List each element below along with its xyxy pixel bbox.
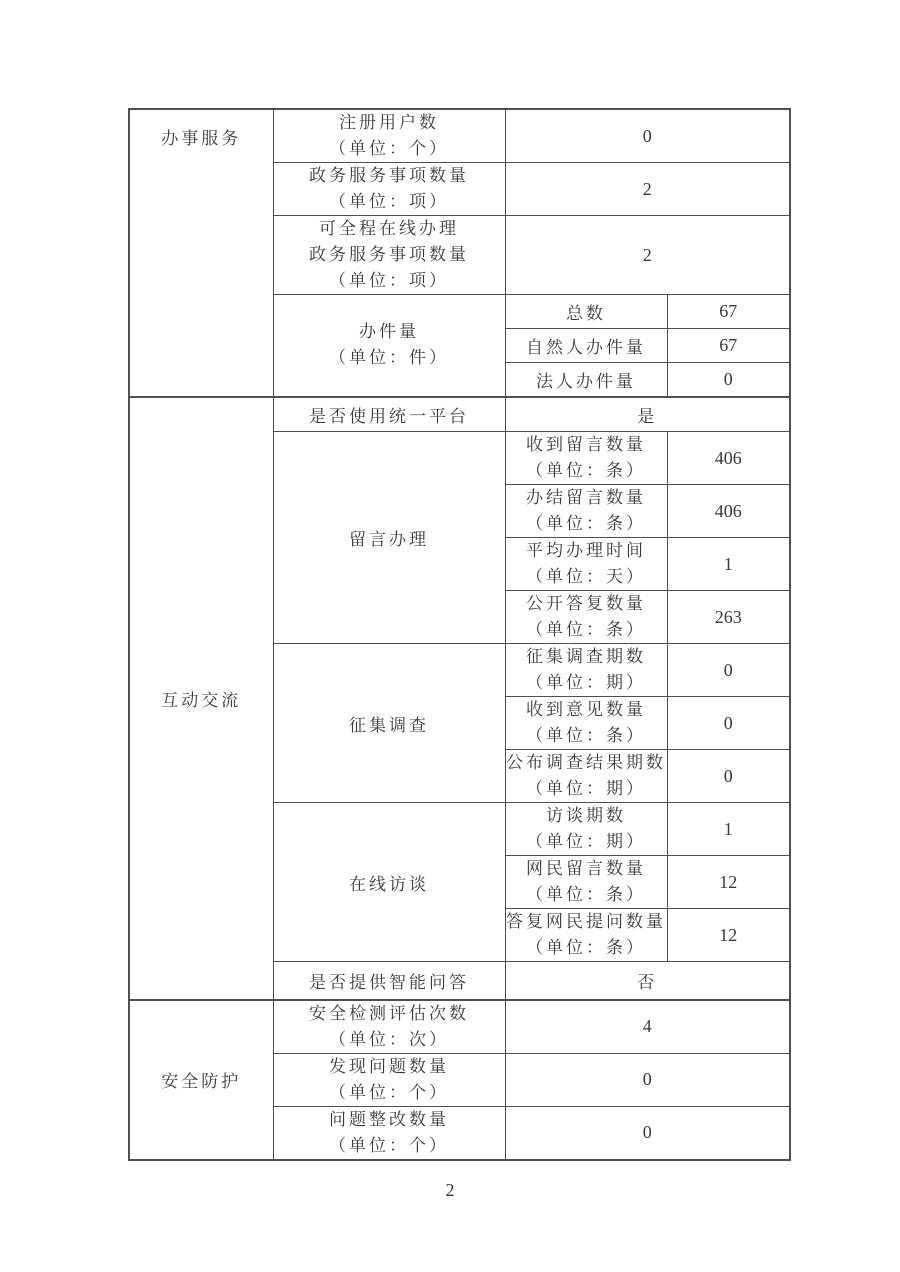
submetric-unit: （单位：期） (526, 779, 646, 798)
group-label-security: 安全防护 (161, 1072, 242, 1091)
metric-label: 留言办理 (349, 530, 429, 549)
metric-label: 安全检测评估次数 (309, 1003, 469, 1023)
submetric-cell-survey-results (505, 750, 667, 803)
submetric-value: 0 (723, 765, 733, 786)
submetric-value: 67 (719, 335, 738, 355)
group-label-service: 办事服务 (161, 129, 242, 148)
submetric-value: 12 (719, 924, 738, 945)
value-cell-natural-person (667, 329, 790, 363)
submetric-label: 自然人办件量 (526, 338, 646, 357)
submetric-cell-legal-person (505, 363, 667, 397)
submetric-label: 办结留言数量 (526, 488, 646, 507)
metric-label: 政务服务事项数量 (309, 166, 469, 185)
metric-cell-case-volume (273, 295, 505, 397)
value-cell-survey-periods (667, 644, 790, 697)
metric-value: 0 (642, 125, 652, 146)
metric-unit: （单位：件） (329, 348, 449, 368)
value-cell-problems-fixed (505, 1106, 790, 1160)
metric-cell-unified-platform (273, 397, 505, 432)
submetric-cell-public-replies (505, 591, 667, 644)
value-cell-security-checks (505, 1000, 790, 1054)
metric-unit: （单位：项） (329, 192, 449, 211)
value-cell-public-replies (667, 591, 790, 644)
submetric-value: 406 (714, 500, 742, 521)
submetric-value: 12 (719, 871, 738, 892)
submetric-cell-total (505, 295, 667, 329)
metric-label: 问题整改数量 (329, 1109, 449, 1129)
metric-value: 0 (642, 1122, 652, 1142)
value-cell-registered-users (505, 109, 790, 163)
submetric-cell-avg-handle-time (505, 538, 667, 591)
submetric-unit: （单位：条） (526, 726, 646, 745)
value-cell-smart-qa (505, 962, 790, 1000)
submetric-value: 0 (723, 712, 733, 733)
metric-value: 否 (637, 972, 658, 992)
submetric-label: 平均办理时间 (526, 541, 646, 560)
submetric-value: 0 (723, 368, 733, 389)
metric-value: 2 (642, 178, 652, 199)
value-cell-problems-found (505, 1053, 790, 1106)
group-cell-interaction (129, 397, 273, 1000)
page-number: 2 (445, 1180, 455, 1200)
metric-cell-interview (273, 803, 505, 962)
report-table (128, 108, 791, 1161)
submetric-unit: （单位：天） (526, 567, 646, 586)
submetric-cell-messages-received (505, 432, 667, 485)
value-cell-messages-resolved (667, 485, 790, 538)
metric-cell-registered-users (273, 109, 505, 163)
value-cell-full-online-items (505, 216, 790, 295)
metric-unit: （单位：项） (329, 271, 449, 290)
metric-unit: （单位：个） (329, 1135, 449, 1155)
metric-label: 是否使用统一平台 (309, 406, 469, 426)
submetric-value: 67 (719, 301, 738, 321)
metric-value: 2 (642, 244, 652, 265)
value-cell-avg-handle-time (667, 538, 790, 591)
submetric-label: 收到意见数量 (526, 700, 646, 719)
metric-value: 4 (642, 1016, 652, 1036)
metric-label-line1: 可全程在线办理 (319, 219, 459, 238)
value-cell-service-items (505, 163, 790, 216)
submetric-unit: （单位：条） (526, 461, 646, 480)
value-cell-netizen-messages (667, 856, 790, 909)
metric-label: 是否提供智能问答 (309, 972, 469, 992)
submetric-cell-opinions-received (505, 697, 667, 750)
metric-value: 是 (637, 406, 658, 426)
submetric-cell-interview-periods (505, 803, 667, 856)
value-cell-messages-received (667, 432, 790, 485)
submetric-cell-natural-person (505, 329, 667, 363)
metric-unit: （单位：次） (329, 1029, 449, 1049)
group-label-interaction: 互动交流 (161, 690, 242, 710)
metric-label: 发现问题数量 (329, 1056, 449, 1076)
value-cell-total (667, 295, 790, 329)
submetric-unit: （单位：期） (526, 832, 646, 851)
submetric-cell-netizen-messages (505, 856, 667, 909)
submetric-label: 征集调查期数 (526, 647, 646, 666)
value-cell-netizen-replies (667, 909, 790, 962)
submetric-value: 263 (714, 606, 742, 627)
metric-cell-service-items (273, 163, 505, 216)
submetric-value: 0 (723, 659, 733, 680)
submetric-cell-survey-periods (505, 644, 667, 697)
value-cell-legal-person (667, 363, 790, 397)
value-cell-interview-periods (667, 803, 790, 856)
submetric-unit: （单位：期） (526, 673, 646, 692)
metric-label: 在线访谈 (349, 874, 429, 894)
submetric-label: 网民留言数量 (526, 859, 646, 878)
metric-unit: （单位：个） (329, 1082, 449, 1102)
value-cell-survey-results (667, 750, 790, 803)
value-cell-opinions-received (667, 697, 790, 750)
metric-label: 注册用户数 (339, 113, 439, 132)
submetric-unit: （单位：条） (526, 620, 646, 639)
value-cell-unified-platform (505, 397, 790, 432)
metric-cell-message-handling (273, 432, 505, 644)
submetric-label: 总数 (566, 304, 606, 323)
submetric-label: 答复网民提问数量 (506, 912, 666, 931)
metric-cell-smart-qa (273, 962, 505, 1000)
submetric-unit: （单位：条） (526, 938, 646, 957)
submetric-label: 公开答复数量 (526, 594, 646, 613)
submetric-cell-netizen-replies (505, 909, 667, 962)
metric-value: 0 (642, 1069, 652, 1089)
metric-cell-problems-fixed (273, 1106, 505, 1160)
submetric-cell-messages-resolved (505, 485, 667, 538)
metric-label: 征集调查 (349, 715, 429, 735)
submetric-label: 访谈期数 (546, 806, 626, 825)
submetric-unit: （单位：条） (526, 885, 646, 904)
metric-cell-full-online-items (273, 216, 505, 295)
metric-cell-security-checks (273, 1000, 505, 1054)
submetric-unit: （单位：条） (526, 514, 646, 533)
group-cell-service (129, 109, 273, 397)
submetric-label: 法人办件量 (536, 371, 636, 391)
submetric-label: 公布调查结果期数 (506, 753, 666, 772)
submetric-value: 406 (714, 447, 742, 468)
metric-cell-problems-found (273, 1053, 505, 1106)
metric-label: 办件量 (359, 322, 419, 342)
metric-unit: （单位：个） (329, 139, 449, 158)
metric-label-line2: 政务服务事项数量 (309, 245, 469, 264)
submetric-value: 1 (723, 818, 733, 839)
submetric-label: 收到留言数量 (526, 435, 646, 454)
group-cell-security (129, 1000, 273, 1160)
metric-cell-survey (273, 644, 505, 803)
submetric-value: 1 (723, 553, 733, 574)
